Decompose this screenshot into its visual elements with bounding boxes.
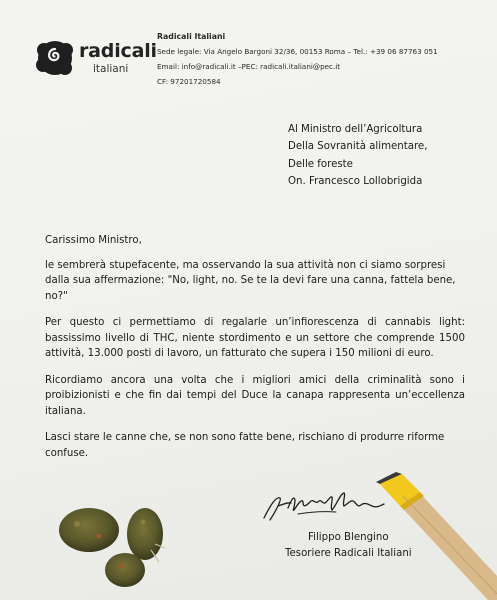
letterhead-org: Radicali Italiani — [157, 32, 226, 41]
handwritten-signature — [258, 484, 388, 528]
addressee-line: Delle foreste — [288, 158, 353, 170]
signer-title: Tesoriere Radicali Italiani — [285, 547, 412, 559]
pencil-icon — [370, 470, 497, 600]
body-paragraph: Per questo ci permettiamo di regalarle un’infiorescenza di cannabis light: bassissimo livello di THC, niente stordimento e un settore che comprende 1500 attività, 13.000 posti di lavoro, un fatturato che supera i 150 milioni di euro. — [45, 317, 465, 359]
letterhead-cf: CF: 97201720584 — [157, 77, 221, 86]
addressee-block — [288, 121, 427, 190]
addressee-line: Della Sovranità alimentare, — [288, 141, 428, 153]
addressee-line: Al Ministro dell’Agricoltura — [288, 124, 423, 135]
addressee-line: On. Francesco Lollobrigida — [288, 175, 423, 187]
letterhead-email: Email: info@radicali.it –PEC: radicali.italiani@pec.it — [157, 62, 341, 71]
body-paragraph: le sembrerà stupefacente, ma osservando la sua attività non ci siamo sorpresi dalla sua affermazione: "No, light, no. Se te la devi fare una canna, fattela bene, no?" — [45, 259, 456, 302]
radicali-rose-logo-icon — [35, 38, 75, 78]
logo-subtitle: italiani — [93, 62, 129, 75]
logo-name: radicali — [79, 39, 157, 62]
body-paragraph: Ricordiamo ancora una volta che i migliori amici della criminalità sono i proibizionisti e che fin dai tempi del Duce la canapa rappresenta un’eccellenza italiana. — [45, 374, 465, 417]
letterhead-info — [157, 29, 438, 89]
letter-body — [45, 233, 465, 472]
cannabis-bud-icon — [55, 500, 175, 595]
radicali-logo — [35, 38, 157, 78]
salutation: Carissimo Ministro, — [45, 235, 142, 246]
signer-name: Filippo Blengino — [308, 532, 389, 543]
body-paragraph: Lasci stare le canne che, se non sono fatte bene, rischiano di produrre riforme confuse. — [45, 432, 445, 459]
letterhead-address: Sede legale: Via Angelo Bargoni 32/36, 00153 Roma – Tel.: +39 06 87763 051 — [157, 47, 438, 56]
